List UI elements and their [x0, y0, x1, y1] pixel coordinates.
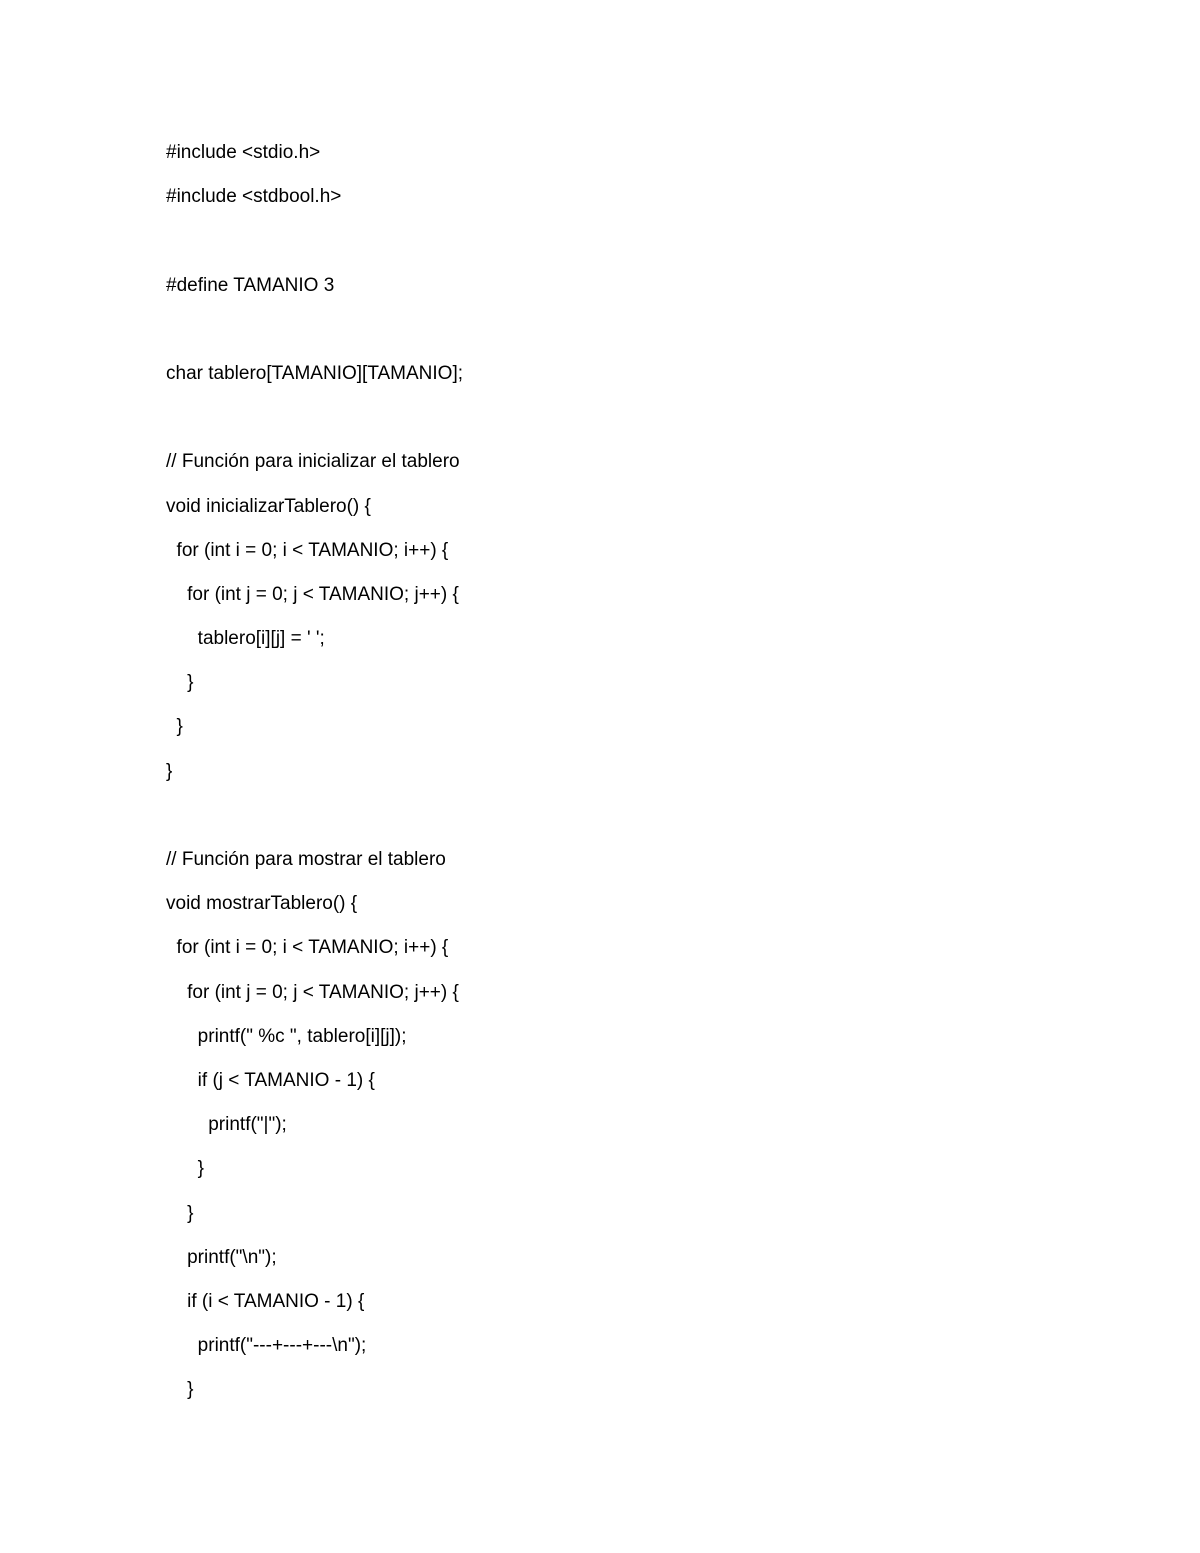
code-line: tablero[i][j] = ' '; — [166, 628, 325, 650]
code-line: } — [166, 1202, 194, 1224]
code-line: for (int i = 0; i < TAMANIO; i++) { — [166, 937, 449, 959]
code-line-blank — [166, 226, 1066, 270]
code-line-define: #define TAMANIO 3 — [166, 274, 335, 296]
code-line: if (i < TAMANIO - 1) { — [166, 1290, 365, 1312]
code-line: printf("\n"); — [166, 1246, 277, 1268]
code-line: for (int i = 0; i < TAMANIO; i++) { — [166, 539, 449, 561]
code-line-init-signature: void inicializarTablero() { — [166, 495, 371, 517]
code-line: printf("|"); — [166, 1114, 287, 1136]
code-line: } — [166, 1379, 194, 1401]
code-line: } — [166, 672, 194, 694]
code-line: printf("---+---+---\n"); — [166, 1335, 367, 1357]
code-line-board-declaration: char tablero[TAMANIO][TAMANIO]; — [166, 362, 464, 384]
code-line-comment-show: // Función para mostrar el tablero — [166, 849, 446, 870]
code-line-show-signature: void mostrarTablero() { — [166, 893, 358, 915]
code-line: } — [166, 716, 183, 738]
code-line-include-stdbool: #include <stdbool.h> — [166, 186, 342, 208]
code-line: for (int j = 0; j < TAMANIO; j++) { — [166, 583, 459, 605]
code-block — [166, 138, 1066, 1419]
code-line: printf(" %c ", tablero[i][j]); — [166, 1025, 407, 1047]
code-line-include-stdio: #include <stdio.h> — [166, 142, 321, 163]
code-line-comment-init: // Función para inicializar el tablero — [166, 451, 460, 473]
code-line-blank — [166, 801, 1066, 845]
code-line: } — [166, 760, 173, 782]
code-line: for (int j = 0; j < TAMANIO; j++) { — [166, 981, 459, 1003]
code-line: if (j < TAMANIO - 1) { — [166, 1069, 375, 1091]
code-line-blank — [166, 403, 1066, 447]
code-line: } — [166, 1158, 205, 1180]
code-line-blank — [166, 315, 1066, 359]
